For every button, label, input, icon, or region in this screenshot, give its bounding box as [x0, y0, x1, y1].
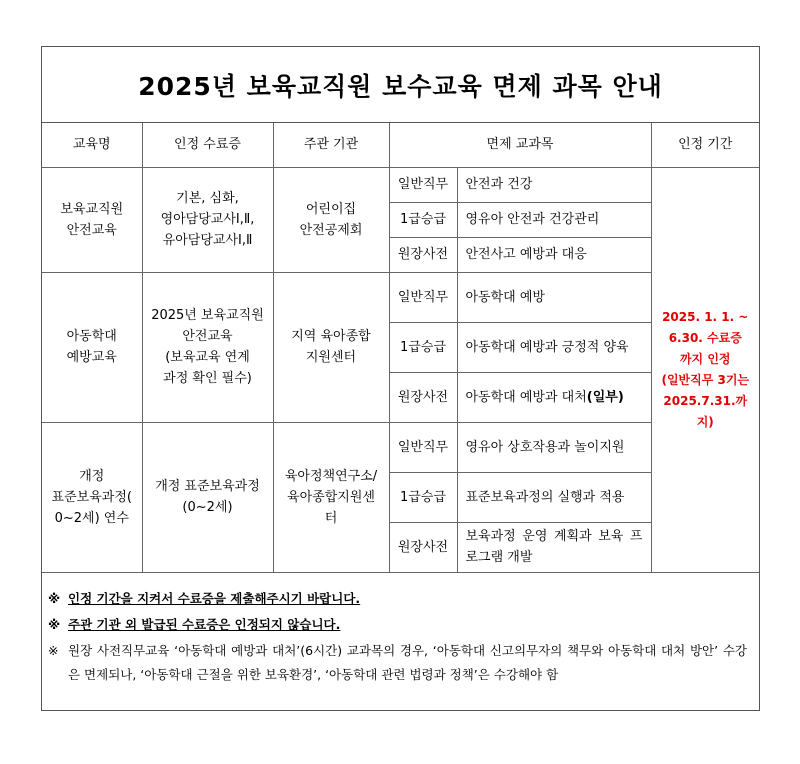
course-name: 개정 표준보육과정( 0~2세) 연수 [42, 422, 142, 572]
level-label: 1급승급 [389, 472, 457, 522]
page-title: 2025년 보육교직원 보수교육 면제 과목 안내 [42, 47, 759, 123]
course-name: 아동학대 예방교육 [42, 272, 142, 422]
level-label: 원장사전 [389, 237, 457, 272]
recognition-period: 2025. 1. 1. ~ 6.30. 수료증 까지 인정 (일반직무 3기는 2025.7.31.까지) [651, 167, 759, 572]
certificate-name: 기본, 심화, 영아담당교사Ⅰ,Ⅱ, 유아담당교사Ⅰ,Ⅱ [142, 167, 273, 272]
note-item [48, 589, 747, 609]
organizer-name: 지역 육아종합 지원센터 [273, 272, 389, 422]
subject-label: 영유아 안전과 건강관리 [457, 202, 651, 237]
note-text: 인정 기간을 지켜서 수료증을 제출해주시기 바랍니다. [68, 591, 361, 606]
header-row [42, 123, 759, 167]
level-label: 일반직무 [389, 272, 457, 322]
subject-label [457, 372, 651, 422]
exemption-table [42, 123, 759, 573]
subject-text: 아동학대 예방과 대처 [465, 389, 587, 405]
subject-label: 안전과 건강 [457, 167, 651, 202]
header-exempt-subject: 면제 교과목 [389, 123, 651, 167]
level-label: 일반직무 [389, 167, 457, 202]
subject-label: 아동학대 예방 [457, 272, 651, 322]
note-text: 주관 기관 외 발급된 수료증은 인정되지 않습니다. [68, 617, 341, 632]
note-text: 원장 사전직무교육 ‘아동학대 예방과 대처’(6시간) 교과목의 경우, ‘아동학대 신고의무자의 책무와 아동학대 대처 방안’ 수강은 면제되나, ‘아동학대 근절을 위한 보육환경’, ‘아동학대 관련 법령과 정책’은 수강해야 함 [68, 643, 747, 682]
header-certificate: 인정 수료증 [142, 123, 273, 167]
certificate-name: 개정 표준보육과정 (0~2세) [142, 422, 273, 572]
notice-frame [41, 46, 760, 711]
organizer-name: 어린이집 안전공제회 [273, 167, 389, 272]
organizer-name: 육아정책연구소/ 육아종합지원센 터 [273, 422, 389, 572]
level-label: 원장사전 [389, 372, 457, 422]
level-label: 원장사전 [389, 522, 457, 572]
header-organizer: 주관 기관 [273, 123, 389, 167]
subject-label: 보육과정 운영 계획과 보육 프로그램 개발 [457, 522, 651, 572]
reference-mark-icon: ※ [48, 643, 59, 658]
notes-section [42, 572, 759, 710]
subject-label: 표준보육과정의 실행과 적용 [457, 472, 651, 522]
note-item [48, 615, 747, 635]
reference-mark-icon: ※ [48, 617, 61, 632]
level-label: 1급승급 [389, 322, 457, 372]
level-label: 일반직무 [389, 422, 457, 472]
header-period: 인정 기간 [651, 123, 759, 167]
course-name: 보육교직원 안전교육 [42, 167, 142, 272]
subject-label: 아동학대 예방과 긍정적 양육 [457, 322, 651, 372]
certificate-name: 2025년 보육교직원 안전교육 (보육교육 연계 과정 확인 필수) [142, 272, 273, 422]
subject-label: 영유아 상호작용과 놀이지원 [457, 422, 651, 472]
table-row [42, 167, 759, 202]
subject-partial-mark: (일부) [586, 389, 624, 405]
reference-mark-icon: ※ [48, 591, 61, 606]
subject-label: 안전사고 예방과 대응 [457, 237, 651, 272]
level-label: 1급승급 [389, 202, 457, 237]
header-course: 교육명 [42, 123, 142, 167]
note-item [48, 641, 747, 687]
